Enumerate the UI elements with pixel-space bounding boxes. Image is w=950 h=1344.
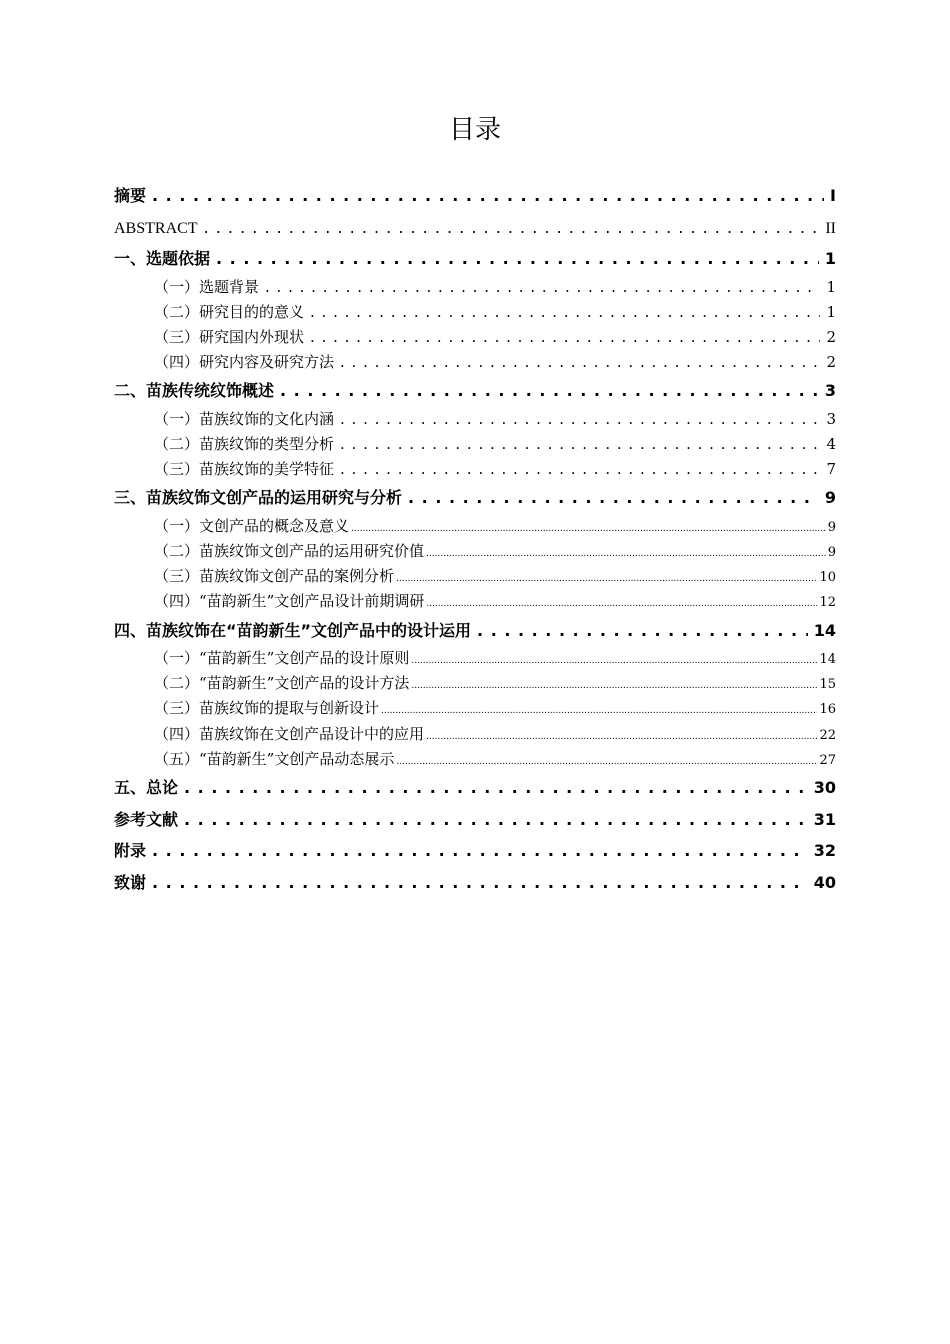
dot-leader: [216, 243, 819, 275]
toc-page-number: 22: [819, 727, 836, 743]
toc-subentry-label: （一）选题背景: [154, 277, 260, 296]
toc-entry-label: 摘要: [114, 186, 147, 205]
dot-leader: [184, 772, 808, 804]
toc-subentry-label: （四）“苗韵新生”文创产品设计前期调研: [154, 592, 425, 611]
toc-page-number: I: [830, 186, 836, 205]
toc-subentry-label: （一）苗族纹饰的文化内涵: [154, 409, 335, 428]
toc-subentry[interactable]: [114, 671, 836, 696]
dot-leader: [310, 300, 820, 325]
toc-subentry-label: （三）苗族纹饰的提取与创新设计: [154, 699, 380, 718]
toc-page-number: 30: [813, 778, 836, 797]
toc-entry-label: ABSTRACT: [114, 219, 198, 237]
toc-entry[interactable]: [114, 180, 836, 212]
toc-entry-label: 附录: [114, 841, 147, 860]
dot-leader: [340, 432, 820, 457]
dot-leader: [381, 696, 817, 721]
toc-entry[interactable]: [114, 615, 836, 647]
dot-leader: [340, 457, 820, 482]
toc-page-number: 32: [813, 841, 836, 860]
toc-entry-label: 三、苗族纹饰文创产品的运用研究与分析: [114, 488, 403, 508]
toc-page-number: 31: [813, 809, 836, 829]
toc-subentry-label: （二）苗族纹饰文创产品的运用研究价值: [154, 542, 425, 560]
dot-leader: [396, 747, 817, 772]
toc-entry[interactable]: [114, 482, 836, 514]
dot-leader: [351, 514, 826, 539]
toc-subentry[interactable]: [114, 696, 836, 721]
toc-subentry-label: （一）文创产品的概念及意义: [154, 516, 350, 535]
toc-subentry-label: （二）“苗韵新生”文创产品的设计方法: [154, 674, 410, 693]
toc-page-number: 27: [819, 752, 836, 768]
dot-leader: [152, 835, 808, 867]
dot-leader: [411, 646, 817, 671]
toc-subentry[interactable]: [114, 432, 836, 457]
dot-leader: [426, 722, 817, 747]
dot-leader: [280, 375, 819, 407]
toc-page-number: 40: [813, 872, 836, 892]
table-of-contents: [114, 180, 836, 898]
toc-entry[interactable]: [114, 867, 836, 899]
toc-entry[interactable]: [114, 772, 836, 804]
dot-leader: [426, 539, 826, 564]
toc-subentry[interactable]: [114, 275, 836, 300]
toc-subentry-label: （三）苗族纹饰文创产品的案例分析: [154, 567, 395, 586]
toc-subentry[interactable]: [114, 457, 836, 482]
toc-page-number: 1: [826, 302, 836, 321]
toc-page-number: 10: [819, 570, 836, 586]
toc-subentry[interactable]: [114, 350, 836, 375]
toc-entry[interactable]: [114, 804, 836, 836]
toc-subentry[interactable]: [114, 300, 836, 325]
toc-page-number: 3: [824, 381, 836, 401]
toc-page-number: 7: [826, 460, 836, 479]
toc-subentry[interactable]: [114, 514, 836, 539]
toc-entry-label: 一、选题依据: [114, 249, 211, 268]
toc-subentry[interactable]: [114, 722, 836, 747]
toc-entry[interactable]: [114, 375, 836, 407]
toc-page-number: 2: [826, 353, 836, 372]
toc-subentry[interactable]: [114, 539, 836, 564]
toc-entry[interactable]: [114, 835, 836, 867]
toc-subentry[interactable]: [114, 747, 836, 772]
dot-leader: [408, 482, 819, 514]
toc-page-number: 15: [819, 677, 836, 693]
toc-page-number: 2: [826, 327, 836, 346]
toc-subentry-label: （二）苗族纹饰的类型分析: [154, 434, 335, 453]
toc-subentry-label: （四）研究内容及研究方法: [154, 353, 335, 372]
toc-page-number: 16: [819, 702, 836, 718]
toc-page-number: II: [825, 219, 836, 237]
toc-entry-label: 四、苗族纹饰在“苗韵新生”文创产品中的设计运用: [114, 620, 472, 640]
toc-subentry-label: （三）苗族纹饰的美学特征: [154, 460, 335, 479]
toc-subentry-label: （三）研究国内外现状: [154, 327, 305, 346]
toc-page-number: 9: [827, 545, 836, 560]
toc-page-number: 1: [826, 277, 836, 296]
dot-leader: [426, 589, 817, 614]
toc-subentry-label: （四）苗族纹饰在文创产品设计中的应用: [154, 724, 425, 743]
dot-leader: [310, 325, 820, 350]
toc-subentry-label: （五）“苗韵新生”文创产品动态展示: [154, 749, 395, 768]
dot-leader: [477, 615, 808, 647]
toc-page-number: 3: [826, 409, 836, 428]
dot-leader: [411, 671, 817, 696]
toc-subentry[interactable]: [114, 646, 836, 671]
toc-subentry[interactable]: [114, 325, 836, 350]
toc-subentry-label: （二）研究目的的意义: [154, 302, 305, 321]
dot-leader: [184, 804, 808, 836]
toc-page-number: 14: [819, 652, 836, 668]
dot-leader: [265, 275, 820, 300]
toc-entry[interactable]: [114, 212, 836, 244]
toc-page-number: 1: [824, 249, 836, 268]
toc-subentry[interactable]: [114, 407, 836, 432]
toc-page-number: 4: [826, 434, 836, 453]
toc-entry[interactable]: [114, 243, 836, 275]
dot-leader: [396, 564, 817, 589]
toc-subentry-label: （一）“苗韵新生”文创产品的设计原则: [154, 649, 410, 668]
toc-subentry[interactable]: [114, 564, 836, 589]
toc-page-number: 9: [827, 519, 836, 535]
toc-entry-label: 二、苗族传统纹饰概述: [114, 381, 275, 401]
page-title: 目录: [448, 115, 501, 145]
toc-entry-label: 致谢: [114, 872, 147, 892]
dot-leader: [340, 407, 820, 432]
toc-page-number: 14: [813, 620, 836, 640]
toc-subentry[interactable]: [114, 589, 836, 614]
dot-leader: [204, 212, 820, 244]
toc-entry-label: 参考文献: [114, 809, 179, 829]
dot-leader: [152, 180, 824, 212]
toc-page-number: 9: [824, 488, 836, 508]
dot-leader: [152, 867, 808, 899]
toc-page-number: 12: [819, 595, 836, 611]
toc-entry-label: 五、总论: [114, 778, 179, 797]
dot-leader: [340, 350, 820, 375]
